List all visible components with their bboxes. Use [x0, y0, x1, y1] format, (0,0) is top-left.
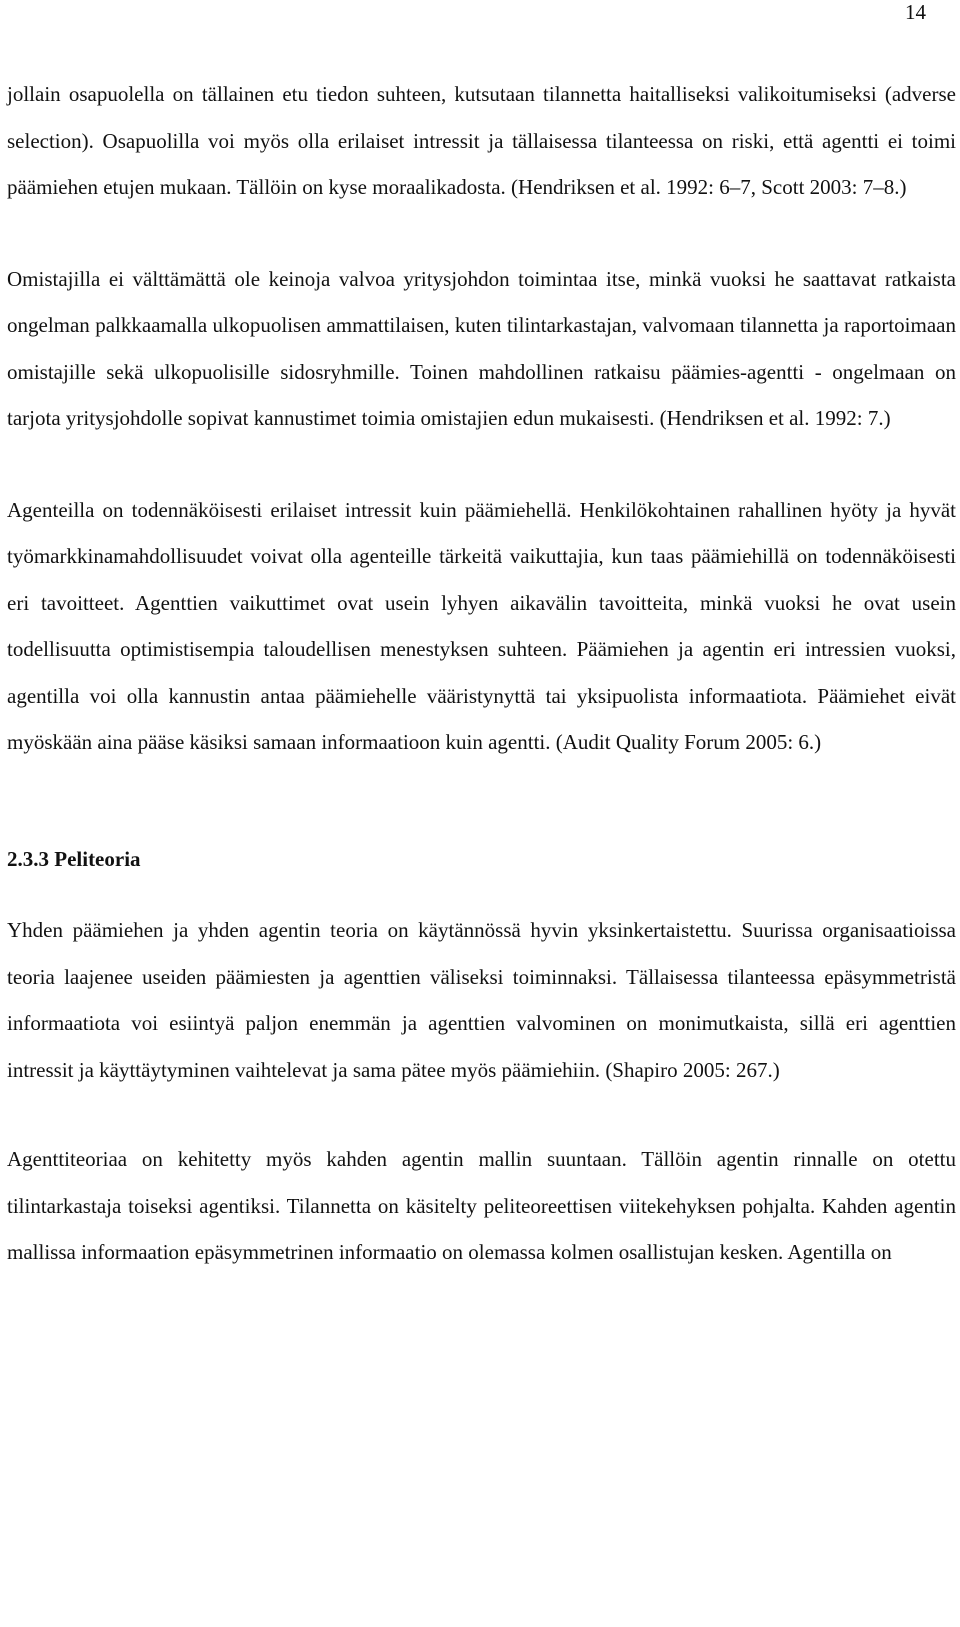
section-heading: 2.3.3 Peliteoria — [7, 846, 141, 871]
page-body — [7, 71, 956, 1276]
paragraph-5: Agenttiteoriaa on kehitetty myös kahden agentin mallin suuntaan. Tällöin agentin rinnalle on otettu tilintarkastaja toiseksi agentiksi. Tilannetta on käsitelty peliteoreettisen viitekehyksen pohjalta. Kahden agentin mallissa informaation epäsymmetrinen informaatio on olemassa kolmen osallistujan kesken. Agentilla on — [7, 1147, 956, 1264]
paragraph-4: Yhden päämiehen ja yhden agentin teoria on käytännössä hyvin yksinkertaistettu. Suurissa organisaatioissa teoria laajenee useiden päämiesten ja agenttien väliseksi toiminnaksi. Tällaisessa tilanteessa epäsymmetristä informaatiota voi esiintyä paljon enemmän ja agenttien valvominen on monimutkaista, sillä eri agenttien intressit ja käyttäytyminen vaihtelevat ja sama pätee myös päämiehiin. (Shapiro 2005: 267.) — [7, 918, 956, 1082]
paragraph-2: Omistajilla ei välttämättä ole keinoja valvoa yritysjohdon toimintaa itse, minkä vuoksi he saattavat ratkaista ongelman palkkaamalla ulkopuolisen ammattilaisen, kuten tilintarkastajan, valvomaan tilannetta ja raportoimaan omistajille sekä ulkopuolisille sidosryhmille. Toinen mahdollinen ratkaisu päämies-agentti - ongelmaan on tarjota yritysjohdolle sopivat kannustimet toimia omistajien edun mukaisesti. (Hendriksen et al. 1992: 7.) — [7, 266, 956, 430]
paragraph-3: Agenteilla on todennäköisesti erilaiset intressit kuin päämiehellä. Henkilökohtainen rahallinen hyöty ja hyvät työmarkkinamahdollisuudet voivat olla agenteille tärkeitä vaikuttajia, kun taas päämiehillä on todennäköisesti eri tavoitteet. Agenttien vaikuttimet ovat usein lyhyen aikavälin tavoitteita, minkä vuoksi he ovat usein todellisuutta optimistisempia taloudellisen menestyksen suhteen. Päämiehen ja agentin eri intressien vuoksi, agentilla voi olla kannustin antaa päämiehelle vääristynyttä tai yksipuolista informaatiota. Päämiehet eivät myöskään aina pääse käsiksi samaan informaatioon kuin agentti. (Audit Quality Forum 2005: 6.) — [7, 497, 956, 754]
paragraph-1: jollain osapuolella on tällainen etu tiedon suhteen, kutsutaan tilannetta haitalliseksi valikoitumiseksi (adverse selection). Osapuolilla voi myös olla erilaiset intressit ja tällaisessa tilanteessa on riski, että agentti ei toimi päämiehen etujen mukaan. Tällöin on kyse moraalikadosta. (Hendriksen et al. 1992: 6–7, Scott 2003: 7–8.) — [7, 82, 956, 199]
page-number: 14 — [905, 0, 926, 24]
